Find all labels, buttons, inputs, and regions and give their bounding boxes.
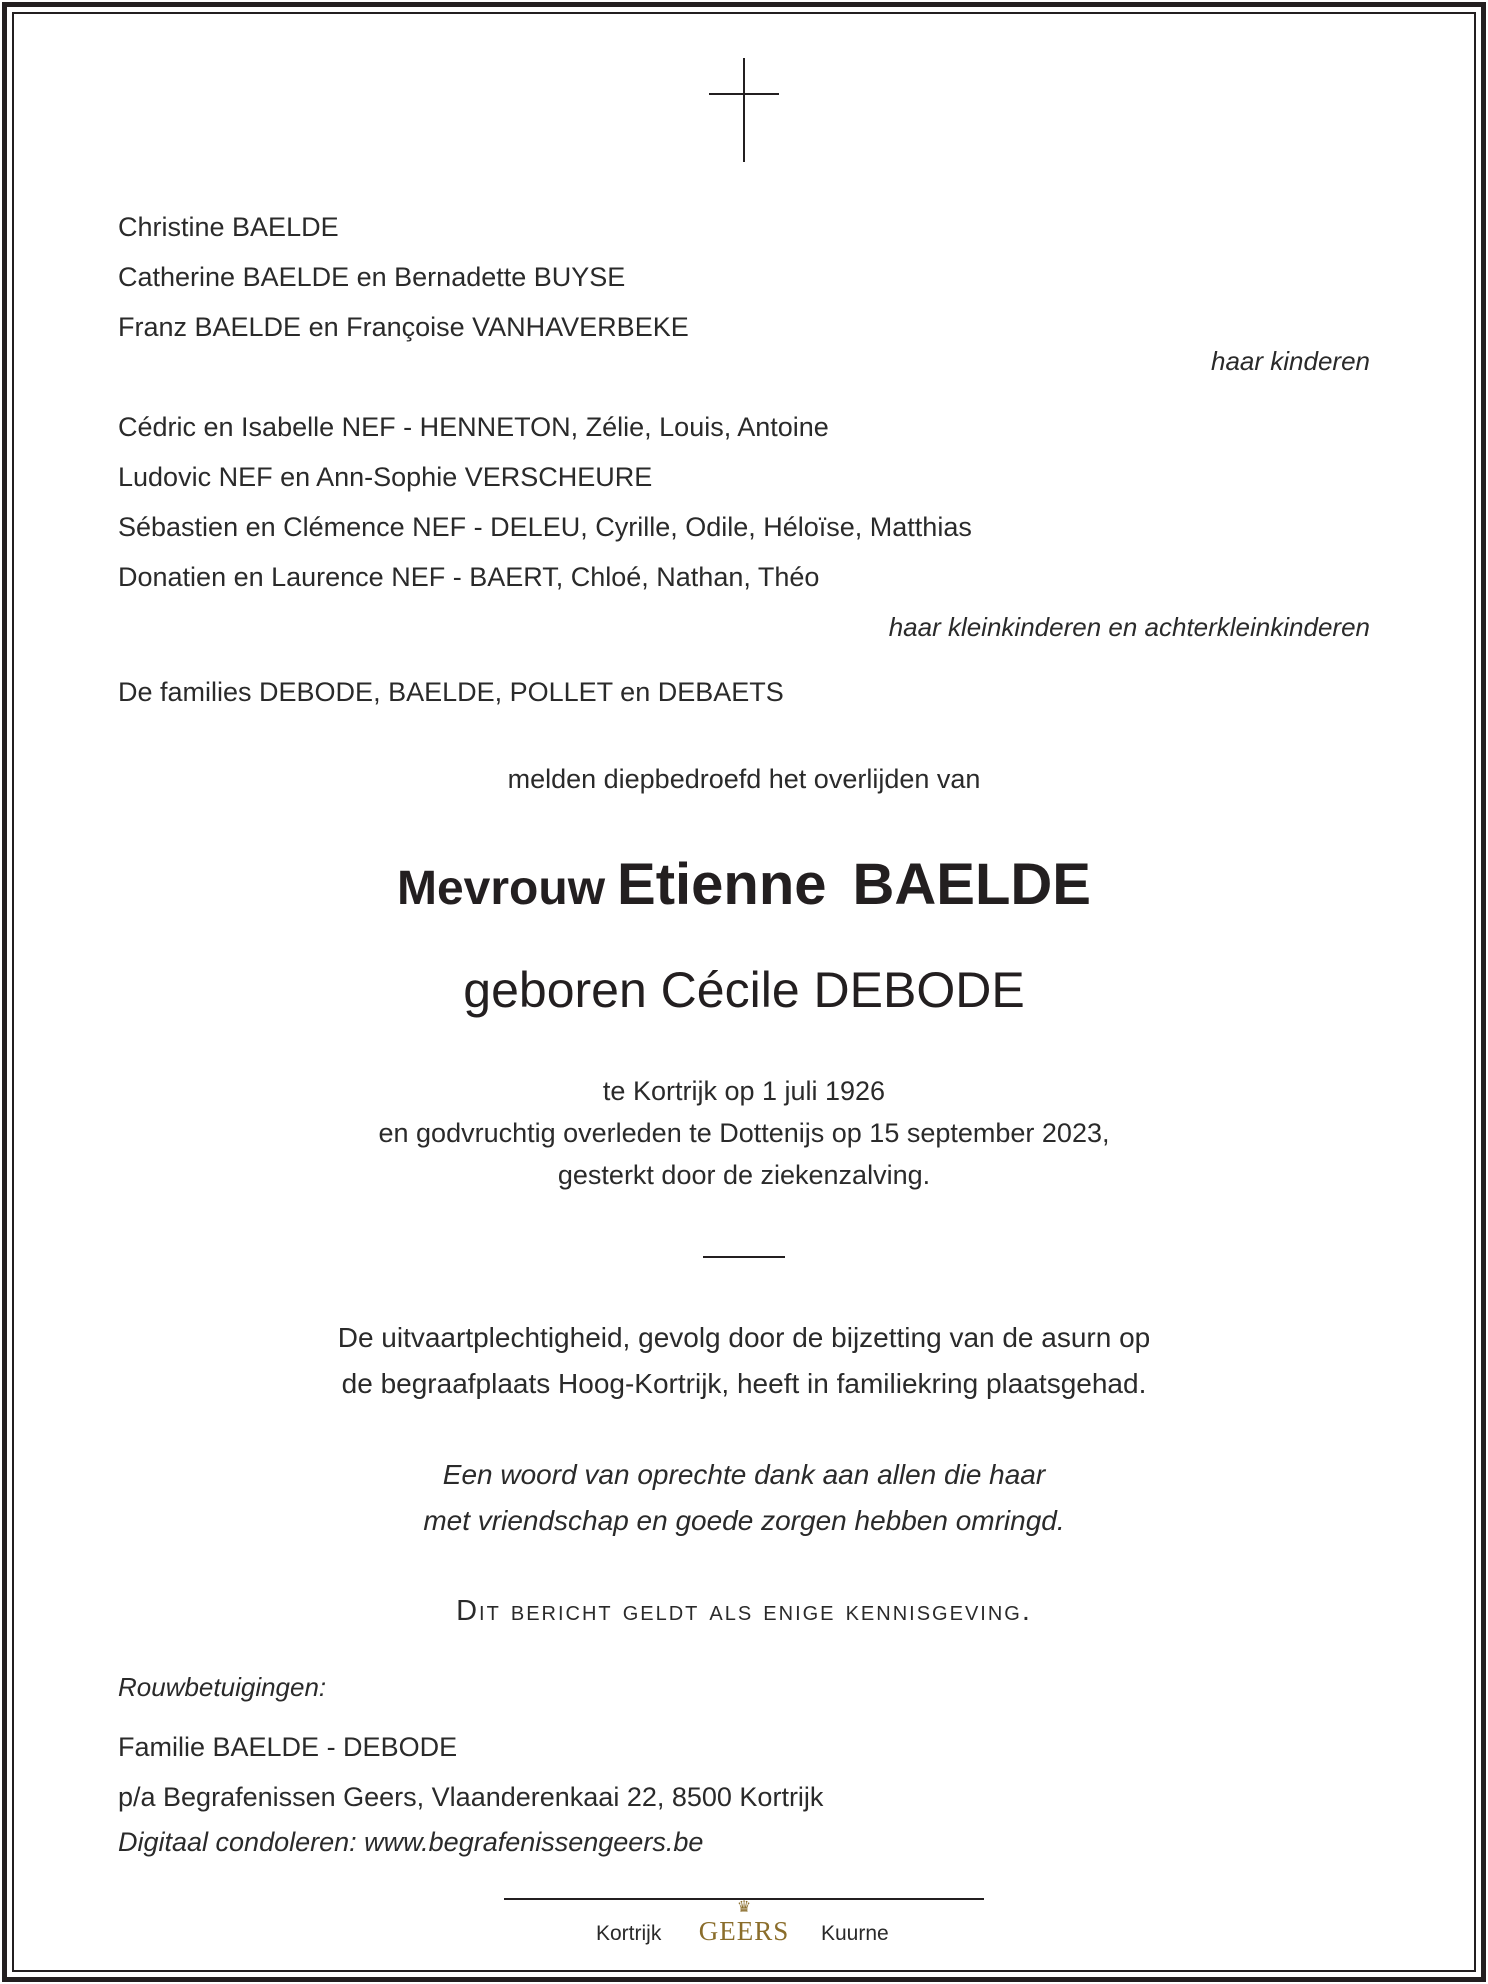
deceased-given-name: Etienne [617, 852, 827, 917]
deceased-surname: BAELDE [852, 852, 1091, 917]
detail-line: en godvruchtig overleden te Dottenijs op 15 september 2023, [378, 1118, 1110, 1148]
thanks-line: Een woord van oprechte dank aan allen die haar [442, 1459, 1046, 1490]
condolences-online: Digitaal condoleren: www.begrafenissengeers.be [118, 1827, 704, 1857]
grandchild-line: Donatien en Laurence NEF - BAERT, Chloé, Nathan, Théo [118, 562, 820, 592]
announcement: melden diepbedroefd het overlijden van [507, 764, 981, 794]
footer-location-right: Kuurne [821, 1922, 889, 1945]
notice: Dit bericht geldt als enige kennisgeving. [456, 1595, 1032, 1627]
geers-logo [694, 1900, 794, 1950]
condolences-name: Familie BAELDE - DEBODE [118, 1732, 458, 1762]
children-role: haar kinderen [1211, 346, 1370, 376]
child-line: Christine BAELDE [118, 212, 339, 242]
funeral-line: De uitvaartplechtigheid, gevolg door de bijzetting van de asurn op [337, 1322, 1151, 1353]
deceased-name [0, 848, 1488, 937]
thanks-line: met vriendschap en goede zorgen hebben omringd. [423, 1505, 1065, 1536]
detail-line: gesterkt door de ziekenzalving. [557, 1160, 931, 1190]
grandchild-line: Sébastien en Clémence NEF - DELEU, Cyrille, Odile, Héloïse, Matthias [118, 512, 972, 542]
birth-name: geboren Cécile DEBODE [463, 962, 1025, 1018]
child-line: Franz BAELDE en Françoise VANHAVERBEKE [118, 312, 689, 342]
section-divider [703, 1256, 785, 1258]
footer-location-left: Kortrijk [596, 1922, 662, 1945]
funeral-line: de begraafplaats Hoog-Kortrijk, heeft in familiekring plaatsgehad. [341, 1368, 1147, 1399]
crown-icon: ♛ [736, 1899, 752, 1916]
detail-line: te Kortrijk op 1 juli 1926 [602, 1076, 886, 1106]
condolences-heading: Rouwbetuigingen: [118, 1672, 327, 1702]
deceased-title: Mevrouw [397, 862, 606, 915]
cross-icon [743, 58, 745, 162]
grandchild-line: Cédric en Isabelle NEF - HENNETON, Zélie, Louis, Antoine [118, 412, 829, 442]
child-line: Catherine BAELDE en Bernadette BUYSE [118, 262, 626, 292]
families-line: De families DEBODE, BAELDE, POLLET en DEBAETS [118, 677, 784, 707]
cross-icon-bar [709, 93, 779, 95]
grandchild-line: Ludovic NEF en Ann-Sophie VERSCHEURE [118, 462, 653, 492]
condolences-address: p/a Begrafenissen Geers, Vlaanderenkaai 22, 8500 Kortrijk [118, 1782, 824, 1812]
logo-wordmark: GEERS [698, 1916, 790, 1946]
grandchildren-role: haar kleinkinderen en achterkleinkinderen [888, 612, 1370, 642]
